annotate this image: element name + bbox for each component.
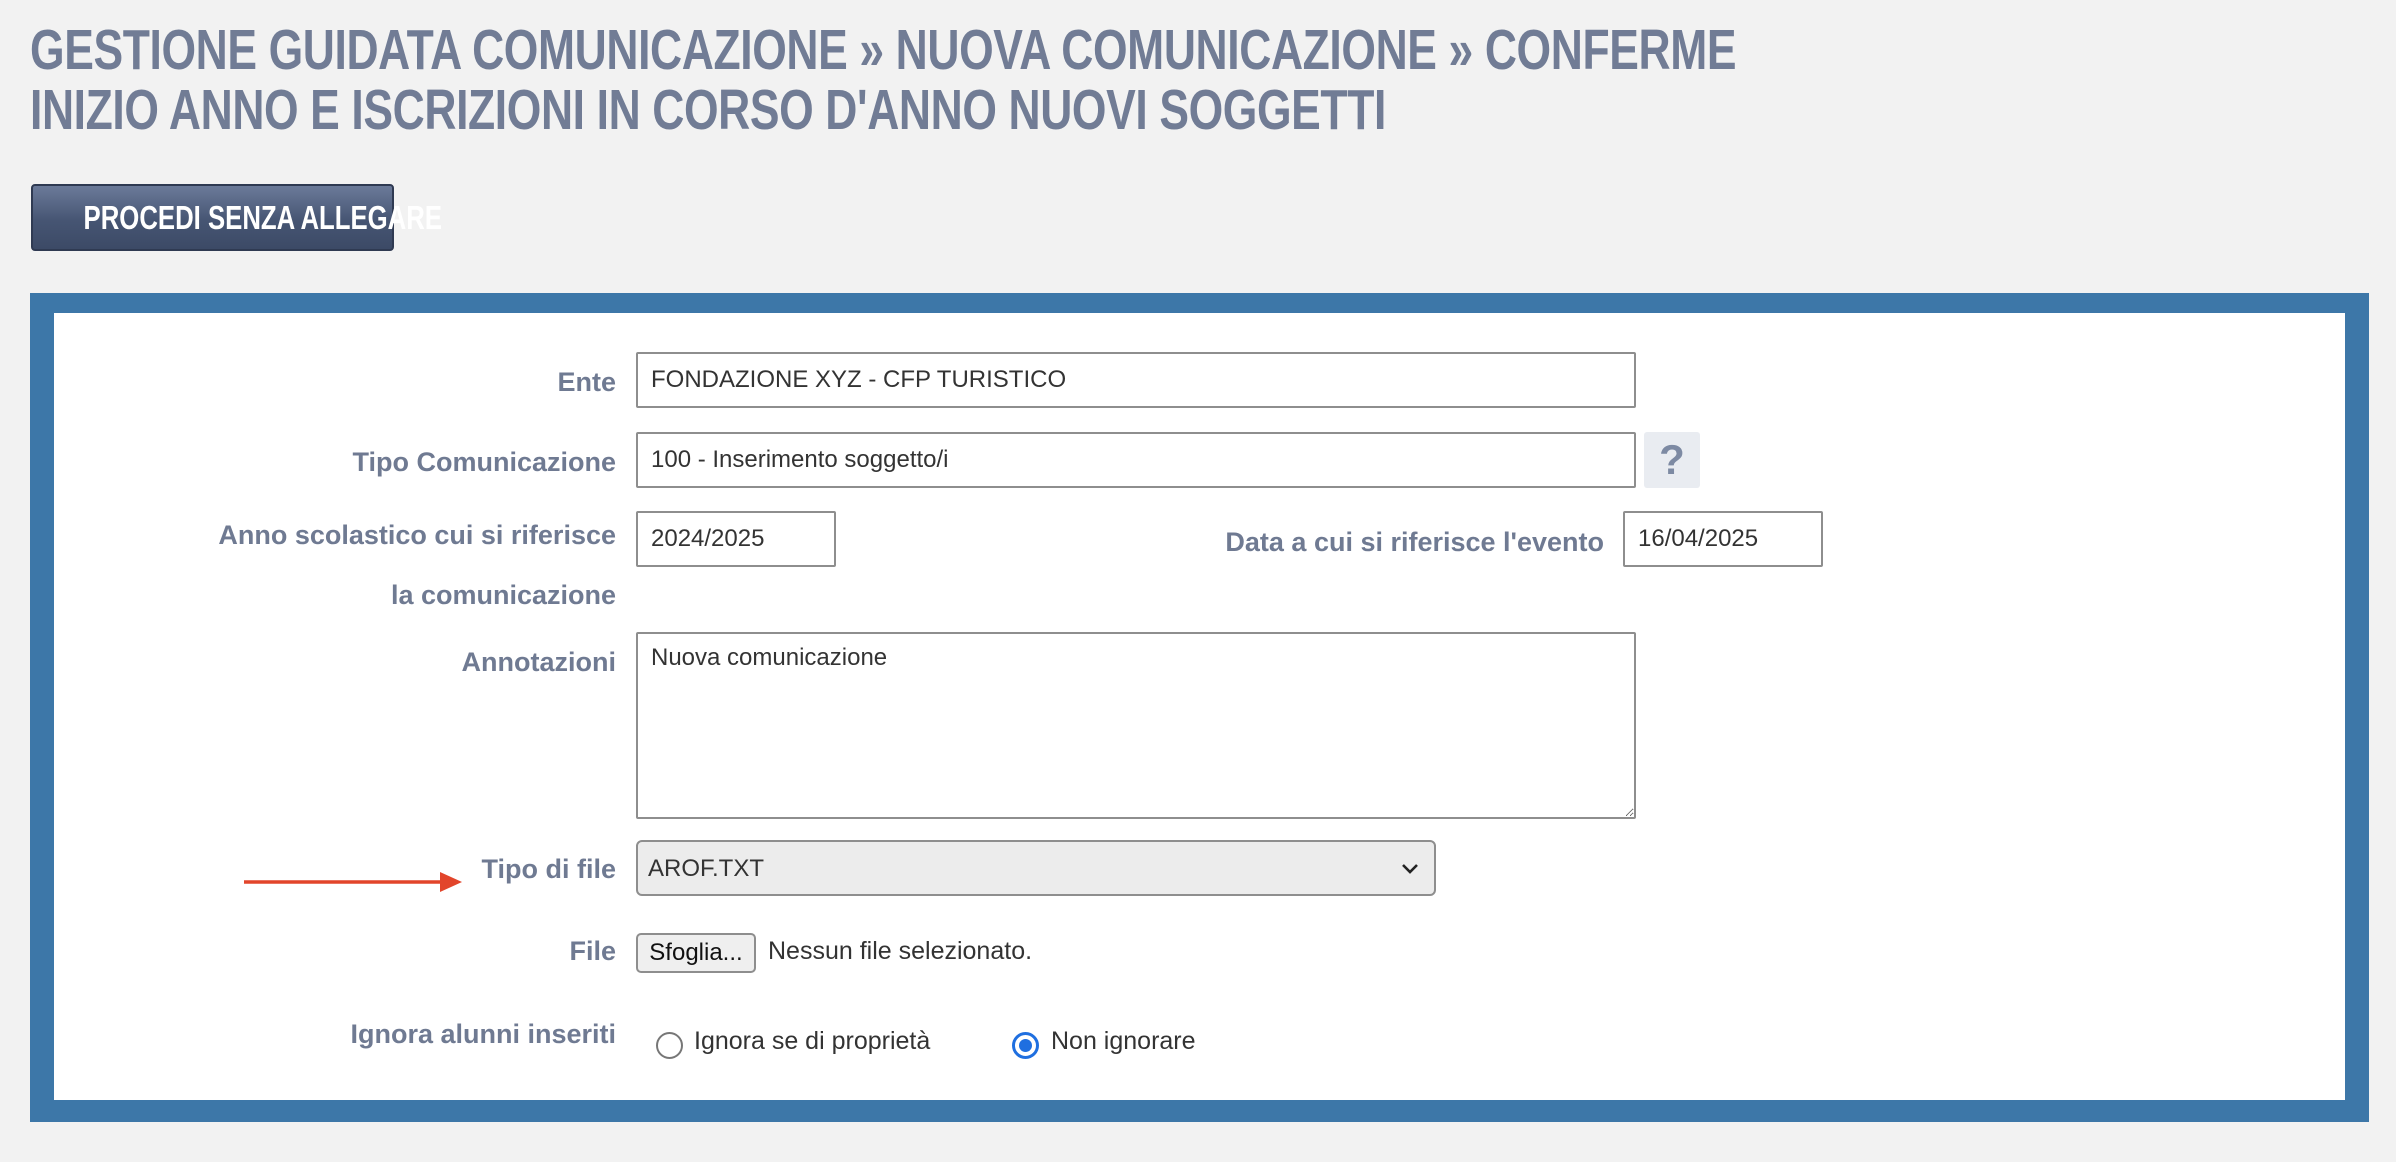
- anno-scolastico-input[interactable]: [636, 511, 836, 567]
- annotazioni-textarea[interactable]: [636, 632, 1636, 819]
- file-status-text: Nessun file selezionato.: [768, 937, 1033, 965]
- tipo-file-label: Tipo di file: [481, 854, 616, 884]
- anno-scolastico-label: Anno scolastico cui si riferisce la comunicazione: [218, 520, 616, 610]
- file-label: File: [569, 936, 616, 966]
- radio-label-non-ignorare[interactable]: Non ignorare: [1051, 1027, 1196, 1055]
- data-evento-input[interactable]: [1623, 511, 1823, 567]
- radio-label-ignora-se-di-proprieta[interactable]: Ignora se di proprietà: [694, 1027, 931, 1055]
- tipo-comunicazione-label: Tipo Comunicazione: [352, 447, 616, 477]
- tipo-comunicazione-input[interactable]: [636, 432, 1636, 488]
- page-title: GESTIONE GUIDATA COMUNICAZIONE » NUOVA COMUNICAZIONE » CONFERME INIZIO ANNO E ISCRIZIONI IN CORSO D'ANNO NUOVI SOGGETTI: [30, 18, 1737, 142]
- tipo-file-select[interactable]: [636, 840, 1436, 896]
- help-icon[interactable]: ?: [1644, 432, 1700, 488]
- ente-label: Ente: [557, 367, 616, 397]
- form-body: [54, 313, 2345, 1100]
- radio-non-ignorare[interactable]: [1012, 1032, 1039, 1059]
- proceed-without-attachment-button[interactable]: PROCEDI SENZA ALLEGARE: [31, 184, 394, 251]
- data-evento-label: Data a cui si riferisce l'evento: [1225, 527, 1604, 557]
- ente-input[interactable]: [636, 352, 1636, 408]
- tipo-file-dropdown[interactable]: [638, 842, 1434, 894]
- form-panel: [30, 293, 2369, 1122]
- browse-file-button[interactable]: Sfoglia...: [636, 933, 756, 973]
- annotazioni-label: Annotazioni: [461, 647, 616, 677]
- ignora-alunni-label: Ignora alunni inseriti: [350, 1019, 616, 1049]
- radio-ignora-se-di-proprieta[interactable]: [656, 1032, 683, 1059]
